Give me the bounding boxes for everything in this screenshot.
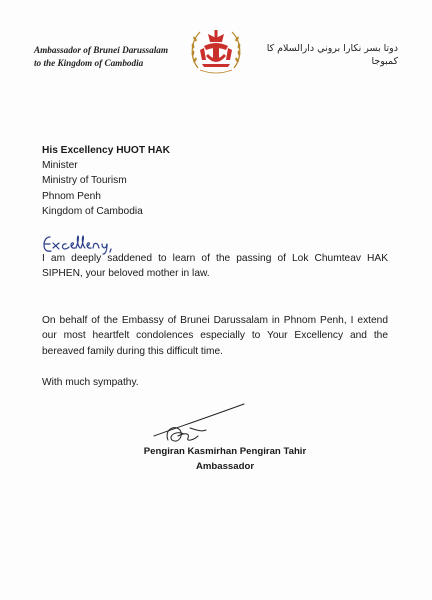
letterhead-english [34,44,184,70]
body-paragraph-1: I am deeply saddened to learn of the passing of Lok Chumteav HAK SIPHEN, your beloved mother in law. [42,253,388,280]
recipient-name: His Excellency HUOT HAK [42,145,170,156]
signer-title: Ambassador [195,461,255,472]
recipient-address [42,143,342,219]
signature-block [130,444,320,474]
recipient-city: Phnom Penh [42,190,101,202]
closing-line: With much sympathy. [42,377,139,388]
signature-icon [150,400,250,450]
letterhead-jawi: دوتا بسر نكارا بروني دارالسلام كا كمبوجا [266,43,398,67]
recipient-country: Kingdom of Cambodia [42,205,143,217]
signer-name: Pengiran Kasmirhan Pengiran Tahir [143,446,307,457]
body-paragraph-2: On behalf of the Embassy of Brunei Darussalam in Phnom Penh, I extend our most heartfelt condolences especially to Your Excellency and the bereaved family during this difficult time. [42,315,388,357]
recipient-title: Minister [42,160,78,172]
letterhead-line1: Ambassador of Brunei Darussalam [34,45,169,55]
brunei-crest-icon [186,20,246,80]
recipient-ministry: Ministry of Tourism [42,175,127,187]
letterhead-line2: to the Kingdom of Cambodia [34,58,144,68]
